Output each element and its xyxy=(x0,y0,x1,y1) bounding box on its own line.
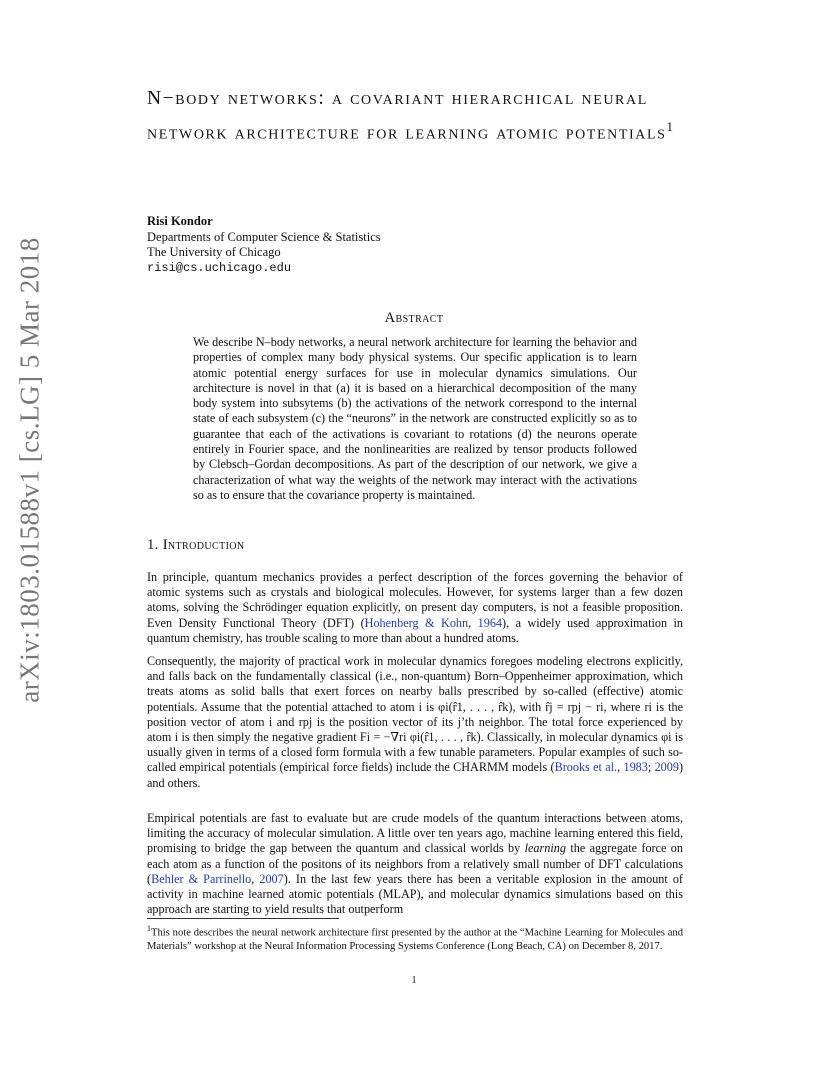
p1-text: In principle, quantum mechanics provides a perfect description of the forces governing the behavior of atomic systems such as crystals and biological molecules. However, for systems larger than a few dozen atoms, solving the Schrödinger equation explicitly, on present day computers, is not a feasible proposition. Even Density Functional Theory (DFT) ( xyxy=(147,570,683,630)
arxiv-sidebar-stamp xyxy=(10,237,50,703)
p3-emphasis: learning xyxy=(524,841,566,856)
footnote-divider xyxy=(147,918,339,919)
section-heading-introduction: 1. Introduction xyxy=(147,537,245,553)
intro-paragraph-3 xyxy=(147,811,683,917)
page-number: 1 xyxy=(411,975,417,986)
intro-paragraph-1 xyxy=(147,570,683,646)
citation-hohenberg-kohn[interactable]: Hohenberg & Kohn xyxy=(364,615,469,630)
author-university: The University of Chicago xyxy=(147,245,281,259)
citation-year-1983[interactable]: 1983 xyxy=(623,760,648,775)
p1-cite-sep: , xyxy=(468,615,478,630)
p3-text: Empirical potentials are fast to evaluate but are crude models of the quantum interactions between atoms, limiting the accuracy of molecular simulation. A little over ten years ago, machine learning entered this field, promising to bridge the gap between the quantum and classical worlds by xyxy=(147,811,683,856)
citation-year-2009[interactable]: 2009 xyxy=(654,760,679,775)
p2-cite-sep-b: ; xyxy=(647,760,655,775)
p2-cite-sep-a: , xyxy=(617,760,624,775)
author-department: Departments of Computer Science & Statistics xyxy=(147,229,381,244)
paper-title-text: N−body networks: a covariant hierarchical neural network architecture for learning atomic potentials xyxy=(147,88,667,144)
paper-title xyxy=(147,85,707,148)
title-footnote-mark: 1 xyxy=(666,119,673,134)
footnote-text: This note describes the neural network architecture first presented by the author at the “Machine Learning for Molecules and Materials” workshop at the Neural Information Processing Systems Conference (Long Beach, CA) on December 8, 2017. xyxy=(147,927,683,953)
abstract-body: We describe N–body networks, a neural network architecture for learning the behavior and properties of complex many body physical systems. Our specific application is to learn atomic potential energy surfaces for use in molecular dynamics simulations. Our architecture is novel in that (a) it is based on a hierarchical decomposition of the many body system into subsytems (b) the activations of the network correspond to the internal state of each subsystem (c) the “neurons” in the network are constructed explicitly so as to guarantee that each of the activations is covariant to rotations (d) the neurons operate entirely in Fourier space, and the nonlinearities are realized by tensor products followed by Clebsch–Gordan decompositions. As part of the description of our network, we give a characterization of what way the weights of the network may interact with the activations so as to ensure that the covariance property is maintained. xyxy=(193,335,637,502)
intro-paragraph-2 xyxy=(147,654,683,791)
author-block xyxy=(147,214,381,276)
citation-year-2007[interactable]: 2007 xyxy=(259,871,284,886)
p2-text-end: ) and others. xyxy=(147,760,683,790)
arxiv-identifier: arXiv:1803.01588v1 [cs.LG] 5 Mar 2018 xyxy=(14,237,45,703)
p2-text: Consequently, the majority of practical work in molecular dynamics foregoes modeling electrons explicitly, and falls back on the fundamentally classical (i.e., non-quantum) Born–Oppenheimer approximation, which treats atoms as solid balls that exert forces on nearby balls prescribed by so-called (effective) atomic potentials. Assume that the potential attached to atom i is φi(r̂1, . . . , r̂k), with r̂j = rpj − ri, where ri is the position vector of atom i and rpj is the position vector of its j’th neighbor. The total force experienced by atom i is then simply the negative gradient Fi = −∇ri φi(r̂1, . . . , r̂k). Classically, in molecular dynamics φi is usually given in terms of a closed form formula with a few tunable parameters. Popular examples of such so-called empirical potentials (empirical force fields) include the CHARMM models ( xyxy=(147,654,683,775)
p3-text-mid: the aggregate force on each atom as a function of the positons of its neighbors from a relatively small number of DFT calculations ( xyxy=(147,841,683,886)
p3-text-end: ). In the last few years there has been a veritable explosion in the amount of activity in machine learned atomic potentials (MLAP), and molecular dynamics simulations based on this approach are starting to yield results that outperform xyxy=(147,871,683,917)
footnote xyxy=(147,922,683,954)
p1-text-end: ), a widely used approximation in quantum chemistry, has trouble scaling to more than about a hundred atoms. xyxy=(147,615,683,645)
citation-behler-parrinello[interactable]: Behler & Parrinello xyxy=(151,871,252,886)
citation-brooks[interactable]: Brooks et al. xyxy=(554,760,618,775)
abstract-heading: Abstract xyxy=(384,310,444,326)
p3-cite-sep: , xyxy=(251,871,260,886)
citation-year-1964[interactable]: 1964 xyxy=(477,615,503,630)
author-email[interactable]: risi@cs.uchicago.edu xyxy=(147,260,292,275)
footnote-mark: 1 xyxy=(147,924,151,933)
author-name: Risi Kondor xyxy=(147,214,213,228)
